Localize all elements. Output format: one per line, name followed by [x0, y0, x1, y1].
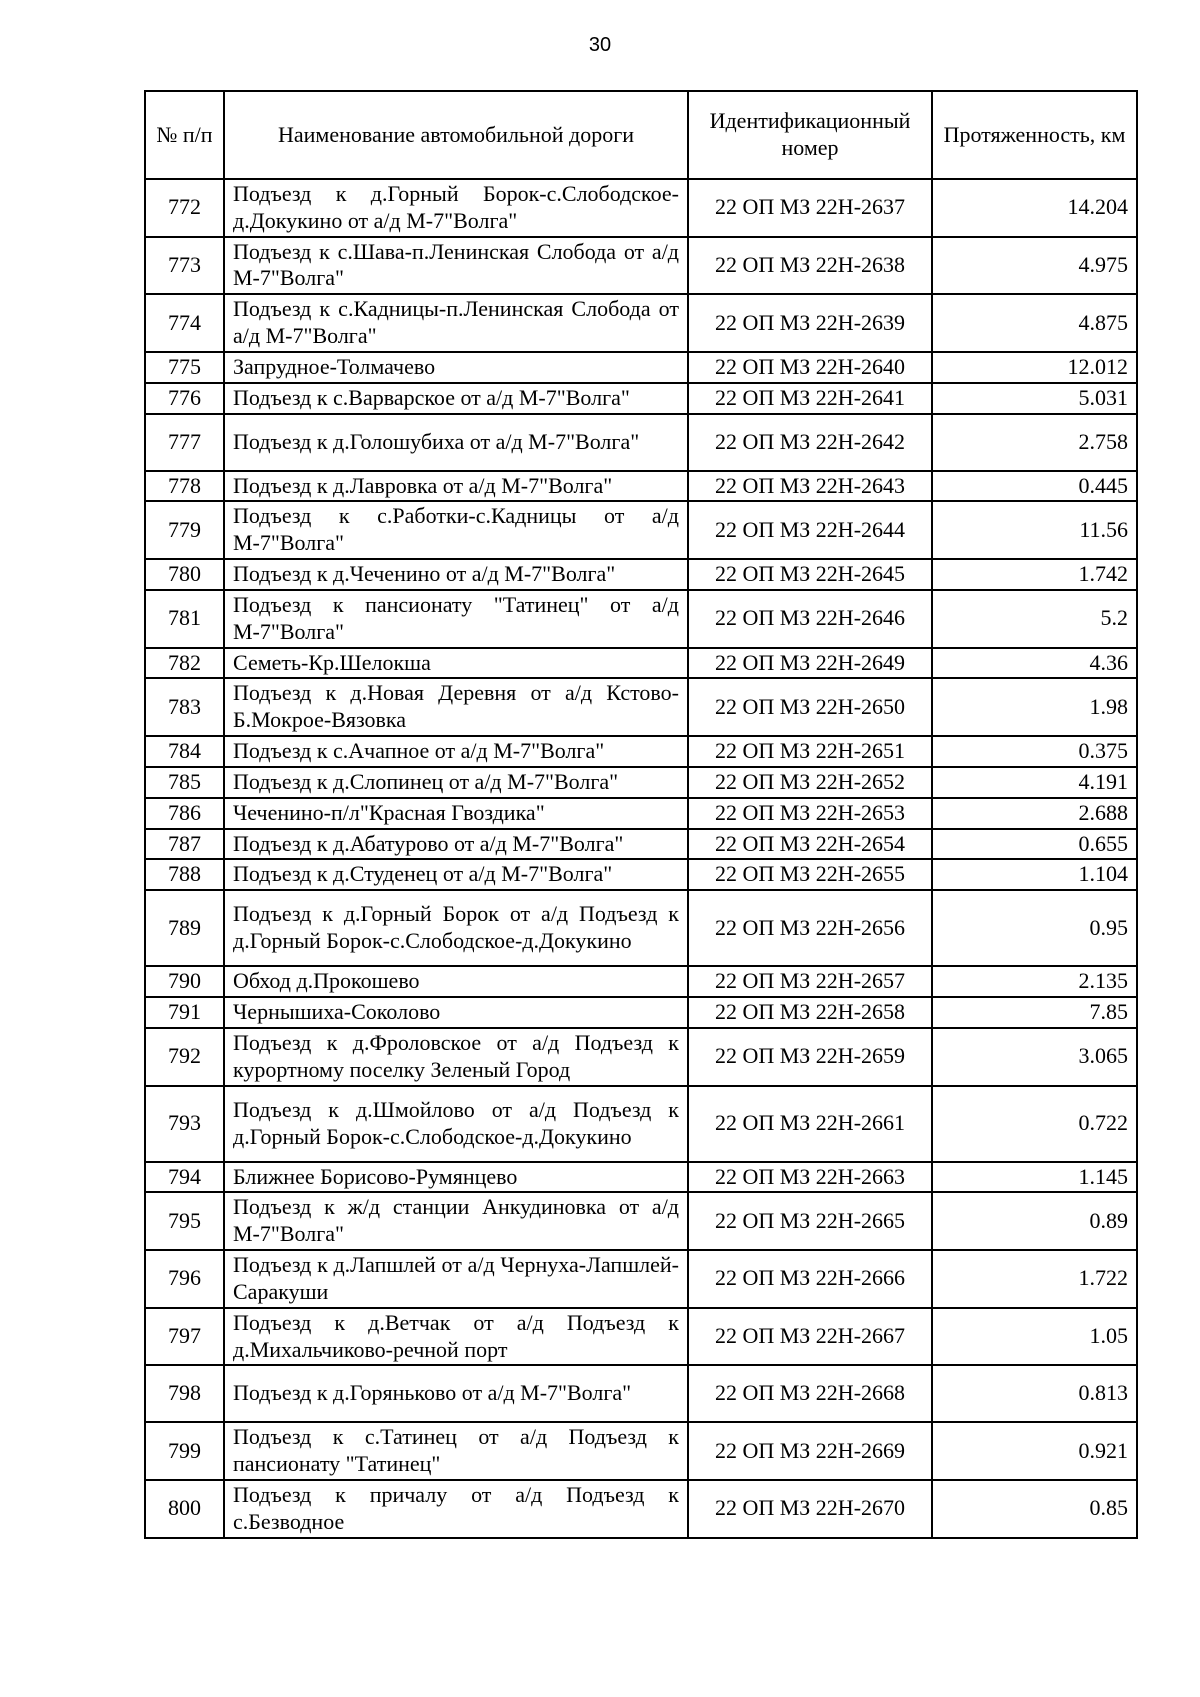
table-header: [145, 91, 1137, 179]
cell-num: 793: [145, 1086, 224, 1162]
roads-table: [144, 90, 1138, 1539]
table-row: [145, 352, 1137, 383]
cell-length: 2.135: [932, 966, 1137, 997]
table-row: [145, 890, 1137, 966]
cell-length: 0.95: [932, 890, 1137, 966]
cell-length: 12.012: [932, 352, 1137, 383]
cell-num: 779: [145, 501, 224, 559]
table-row: [145, 237, 1137, 295]
cell-ident: 22 ОП МЗ 22Н-2643: [688, 471, 932, 502]
cell-num: 776: [145, 383, 224, 414]
cell-length: 1.104: [932, 859, 1137, 890]
cell-name: Чеченино-п/л"Красная Гвоздика": [224, 798, 688, 829]
cell-length: 11.56: [932, 501, 1137, 559]
cell-ident: 22 ОП МЗ 22Н-2638: [688, 237, 932, 295]
cell-ident: 22 ОП МЗ 22Н-2659: [688, 1028, 932, 1086]
table-row: [145, 736, 1137, 767]
table-row: [145, 559, 1137, 590]
cell-num: 774: [145, 294, 224, 352]
cell-name: Подъезд к д.Горяньково от а/д М-7"Волга": [224, 1365, 688, 1422]
cell-num: 799: [145, 1422, 224, 1480]
cell-num: 781: [145, 590, 224, 648]
cell-name: Подъезд к с.Шава-п.Ленинская Слобода от а/д М-7"Волга": [224, 237, 688, 295]
cell-ident: 22 ОП МЗ 22Н-2650: [688, 678, 932, 736]
table-row: [145, 179, 1137, 237]
cell-length: 2.758: [932, 414, 1137, 471]
cell-length: 3.065: [932, 1028, 1137, 1086]
cell-num: 778: [145, 471, 224, 502]
cell-ident: 22 ОП МЗ 22Н-2652: [688, 767, 932, 798]
cell-num: 787: [145, 829, 224, 860]
cell-num: 796: [145, 1250, 224, 1308]
cell-num: 786: [145, 798, 224, 829]
cell-ident: 22 ОП МЗ 22Н-2641: [688, 383, 932, 414]
cell-ident: 22 ОП МЗ 22Н-2665: [688, 1192, 932, 1250]
table-row: [145, 829, 1137, 860]
cell-ident: 22 ОП МЗ 22Н-2670: [688, 1480, 932, 1538]
cell-length: 1.722: [932, 1250, 1137, 1308]
cell-length: 1.05: [932, 1308, 1137, 1366]
table-row: [145, 414, 1137, 471]
cell-length: 0.85: [932, 1480, 1137, 1538]
cell-length: 5.031: [932, 383, 1137, 414]
cell-length: 4.875: [932, 294, 1137, 352]
table-row: [145, 798, 1137, 829]
cell-num: 797: [145, 1308, 224, 1366]
cell-length: 7.85: [932, 997, 1137, 1028]
table-row: [145, 501, 1137, 559]
table-row: [145, 471, 1137, 502]
cell-num: 794: [145, 1162, 224, 1193]
cell-name: Подъезд к ж/д станции Анкудиновка от а/д М-7"Волга": [224, 1192, 688, 1250]
cell-name: Подъезд к причалу от а/д Подъезд к с.Безводное: [224, 1480, 688, 1538]
cell-num: 783: [145, 678, 224, 736]
table-row: [145, 648, 1137, 679]
cell-name: Подъезд к д.Лапшлей от а/д Чернуха-Лапшлей-Саракуши: [224, 1250, 688, 1308]
cell-num: 775: [145, 352, 224, 383]
cell-name: Подъезд к д.Горный Борок от а/д Подъезд к д.Горный Борок-с.Слободское-д.Докукино: [224, 890, 688, 966]
table-row: [145, 1162, 1137, 1193]
cell-name: Подъезд к пансионату "Татинец" от а/д М-7"Волга": [224, 590, 688, 648]
cell-ident: 22 ОП МЗ 22Н-2642: [688, 414, 932, 471]
cell-num: 795: [145, 1192, 224, 1250]
table-body: [145, 179, 1137, 1538]
cell-name: Подъезд к с.Работки-с.Кадницы от а/д М-7"Волга": [224, 501, 688, 559]
cell-num: 791: [145, 997, 224, 1028]
table-row: [145, 1365, 1137, 1422]
cell-name: Подъезд к д.Горный Борок-с.Слободское-д.Докукино от а/д М-7"Волга": [224, 179, 688, 237]
cell-ident: 22 ОП МЗ 22Н-2657: [688, 966, 932, 997]
header-num: № п/п: [145, 91, 224, 179]
header-ident: Идентификационный номер: [688, 91, 932, 179]
cell-name: Подъезд к д.Голошубиха от а/д М-7"Волга": [224, 414, 688, 471]
cell-num: 780: [145, 559, 224, 590]
cell-length: 0.89: [932, 1192, 1137, 1250]
table-row: [145, 383, 1137, 414]
table-row: [145, 590, 1137, 648]
cell-length: 4.191: [932, 767, 1137, 798]
cell-length: 0.813: [932, 1365, 1137, 1422]
cell-length: 2.688: [932, 798, 1137, 829]
cell-name: Подъезд к д.Слопинец от а/д М-7"Волга": [224, 767, 688, 798]
cell-length: 4.975: [932, 237, 1137, 295]
table-row: [145, 1480, 1137, 1538]
cell-length: 0.445: [932, 471, 1137, 502]
cell-name: Запрудное-Толмачево: [224, 352, 688, 383]
cell-ident: 22 ОП МЗ 22Н-2639: [688, 294, 932, 352]
cell-ident: 22 ОП МЗ 22Н-2667: [688, 1308, 932, 1366]
cell-name: Подъезд к д.Шмойлово от а/д Подъезд к д.Горный Борок-с.Слободское-д.Докукино: [224, 1086, 688, 1162]
table-row: [145, 1250, 1137, 1308]
cell-name: Подъезд к с.Татинец от а/д Подъезд к пансионату "Татинец": [224, 1422, 688, 1480]
cell-num: 784: [145, 736, 224, 767]
header-name: Наименование автомобильной дороги: [224, 91, 688, 179]
table-row: [145, 294, 1137, 352]
cell-num: 789: [145, 890, 224, 966]
cell-name: Подъезд к д.Студенец от а/д М-7"Волга": [224, 859, 688, 890]
cell-num: 777: [145, 414, 224, 471]
cell-ident: 22 ОП МЗ 22Н-2645: [688, 559, 932, 590]
table-row: [145, 678, 1137, 736]
cell-ident: 22 ОП МЗ 22Н-2655: [688, 859, 932, 890]
cell-name: Подъезд к д.Лавровка от а/д М-7"Волга": [224, 471, 688, 502]
cell-num: 785: [145, 767, 224, 798]
table-row: [145, 1308, 1137, 1366]
table-row: [145, 1422, 1137, 1480]
table-row: [145, 1028, 1137, 1086]
table-row: [145, 1192, 1137, 1250]
cell-num: 800: [145, 1480, 224, 1538]
cell-name: Подъезд к с.Ачапное от а/д М-7"Волга": [224, 736, 688, 767]
cell-ident: 22 ОП МЗ 22Н-2663: [688, 1162, 932, 1193]
cell-ident: 22 ОП МЗ 22Н-2651: [688, 736, 932, 767]
cell-name: Ближнее Борисово-Румянцево: [224, 1162, 688, 1193]
cell-length: 4.36: [932, 648, 1137, 679]
cell-num: 773: [145, 237, 224, 295]
cell-ident: 22 ОП МЗ 22Н-2669: [688, 1422, 932, 1480]
cell-length: 1.145: [932, 1162, 1137, 1193]
cell-length: 1.98: [932, 678, 1137, 736]
cell-name: Подъезд к д.Чеченино от а/д М-7"Волга": [224, 559, 688, 590]
cell-ident: 22 ОП МЗ 22Н-2666: [688, 1250, 932, 1308]
cell-ident: 22 ОП МЗ 22Н-2644: [688, 501, 932, 559]
cell-ident: 22 ОП МЗ 22Н-2654: [688, 829, 932, 860]
cell-name: Подъезд к д.Абатурово от а/д М-7"Волга": [224, 829, 688, 860]
cell-length: 14.204: [932, 179, 1137, 237]
cell-ident: 22 ОП МЗ 22Н-2649: [688, 648, 932, 679]
cell-name: Подъезд к д.Фроловское от а/д Подъезд к курортному поселку Зеленый Город: [224, 1028, 688, 1086]
cell-num: 772: [145, 179, 224, 237]
table-row: [145, 767, 1137, 798]
cell-length: 0.921: [932, 1422, 1137, 1480]
table-row: [145, 859, 1137, 890]
cell-num: 798: [145, 1365, 224, 1422]
cell-ident: 22 ОП МЗ 22Н-2653: [688, 798, 932, 829]
cell-ident: 22 ОП МЗ 22Н-2661: [688, 1086, 932, 1162]
cell-num: 782: [145, 648, 224, 679]
page-number: 30: [588, 34, 612, 56]
table-row: [145, 966, 1137, 997]
cell-ident: 22 ОП МЗ 22Н-2658: [688, 997, 932, 1028]
cell-ident: 22 ОП МЗ 22Н-2668: [688, 1365, 932, 1422]
cell-num: 792: [145, 1028, 224, 1086]
cell-ident: 22 ОП МЗ 22Н-2646: [688, 590, 932, 648]
cell-num: 790: [145, 966, 224, 997]
cell-name: Чернышиха-Соколово: [224, 997, 688, 1028]
cell-name: Подъезд к с.Варварское от а/д М-7"Волга": [224, 383, 688, 414]
cell-ident: 22 ОП МЗ 22Н-2640: [688, 352, 932, 383]
table-row: [145, 997, 1137, 1028]
cell-ident: 22 ОП МЗ 22Н-2656: [688, 890, 932, 966]
header-length: Протяженность, км: [932, 91, 1137, 179]
table-row: [145, 1086, 1137, 1162]
cell-length: 0.375: [932, 736, 1137, 767]
cell-length: 0.655: [932, 829, 1137, 860]
cell-name: Подъезд к с.Кадницы-п.Ленинская Слобода от а/д М-7"Волга": [224, 294, 688, 352]
cell-name: Обход д.Прокошево: [224, 966, 688, 997]
cell-length: 1.742: [932, 559, 1137, 590]
cell-ident: 22 ОП МЗ 22Н-2637: [688, 179, 932, 237]
cell-length: 5.2: [932, 590, 1137, 648]
cell-name: Семеть-Кр.Шелокша: [224, 648, 688, 679]
cell-num: 788: [145, 859, 224, 890]
cell-name: Подъезд к д.Ветчак от а/д Подъезд к д.Михальчиково-речной порт: [224, 1308, 688, 1366]
cell-length: 0.722: [932, 1086, 1137, 1162]
cell-name: Подъезд к д.Новая Деревня от а/д Кстово-Б.Мокрое-Вязовка: [224, 678, 688, 736]
